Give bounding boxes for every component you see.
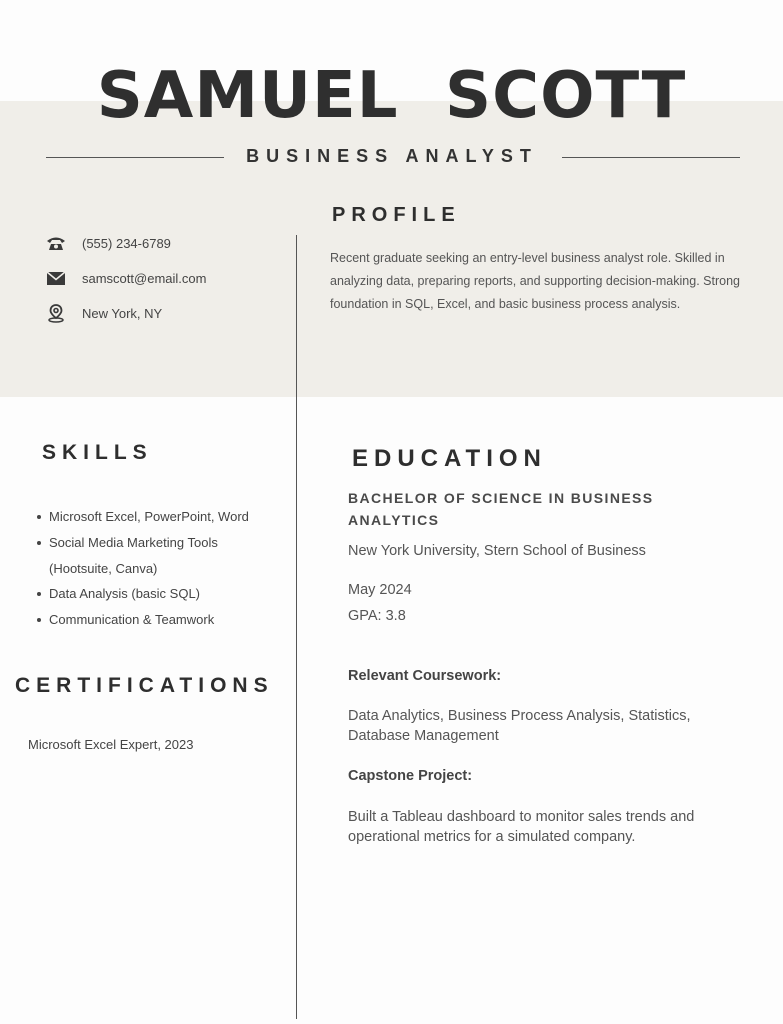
coursework-label: Relevant Coursework: (348, 668, 502, 684)
job-title: BUSINESS ANALYST (246, 146, 538, 166)
phone-text: (555) 234-6789 (82, 235, 171, 251)
profile-text: Recent graduate seeking an entry-level business analyst role. Skilled in analyzing data, preparing reports, and supporting decision-making. Strong foundation in SQL, Excel, and basic business process analysis. (330, 251, 740, 311)
skill-item: Microsoft Excel, PowerPoint, Word (34, 504, 284, 530)
capstone-text: Built a Tableau dashboard to monitor sales trends and operational metrics for a simulated company. (348, 809, 695, 845)
contact-email (46, 267, 206, 289)
column-divider (296, 235, 297, 1019)
skill-item: Communication & Teamwork (34, 607, 284, 633)
skill-item: Social Media Marketing Tools (Hootsuite, Canva) (34, 530, 284, 582)
phone-icon (46, 233, 66, 253)
school-name: New York University, Stern School of Business (348, 543, 646, 559)
graduation-date: May 2024 (348, 582, 412, 598)
title-rule-left (46, 157, 224, 158)
profile-heading: PROFILE (332, 204, 461, 226)
contact-location (46, 302, 162, 324)
email-icon (46, 268, 66, 288)
capstone-label: Capstone Project: (348, 768, 473, 784)
skill-item: Data Analysis (basic SQL) (34, 581, 284, 607)
email-text: samscott@email.com (82, 270, 207, 286)
coursework-text: Data Analytics, Business Process Analysis, Statistics, Database Management (348, 708, 691, 744)
gpa: GPA: 3.8 (348, 608, 406, 624)
skills-list (34, 504, 284, 633)
location-pin-icon (46, 303, 66, 323)
location-text: New York, NY (82, 305, 163, 321)
certification-item: Microsoft Excel Expert, 2023 (28, 737, 194, 752)
education-heading: EDUCATION (352, 445, 547, 472)
skills-heading: SKILLS (42, 441, 153, 464)
contact-phone (46, 232, 171, 254)
certifications-heading: CERTIFICATIONS (15, 674, 274, 697)
title-rule-right (562, 157, 740, 158)
degree-title: BACHELOR OF SCIENCE IN BUSINESS ANALYTICS (348, 490, 654, 528)
candidate-name: SAMUEL SCOTT (96, 59, 687, 133)
